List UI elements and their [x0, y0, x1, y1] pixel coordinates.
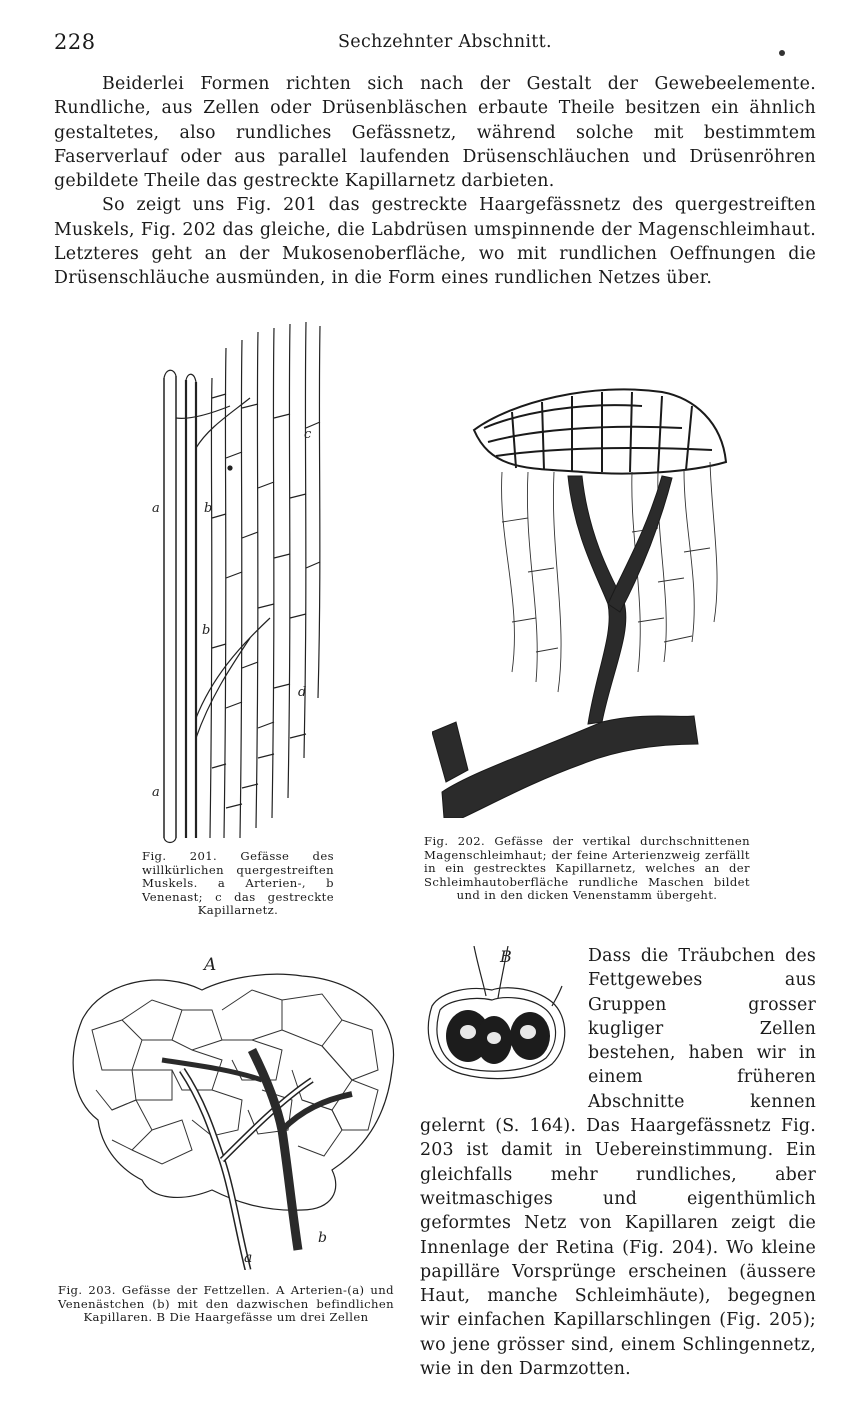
label-b-lower: b [202, 623, 211, 638]
figure-201-illustration [150, 318, 330, 846]
figure-203-caption: Fig. 203. Gefässe der Fettzellen. A Arterien-(a) und Venenästchen (b) mit den dazwischen befindlichen Kapillaren. B Die Haargefässe um drei Zellen [58, 1283, 394, 1325]
side-text [420, 944, 816, 1381]
label-c: c [304, 427, 312, 442]
figure-202-illustration [432, 372, 732, 818]
figure-201-caption: Fig. 201. Gefässe des willkürlichen quergestreiften Muskels. a Arterien-, b Venenast; c das gestreckte Kapillarnetz. [142, 849, 334, 918]
label-d: d [298, 685, 307, 700]
label-a: a [244, 1250, 253, 1266]
label-b: b [318, 1230, 327, 1246]
paragraph: Beiderlei Formen richten sich nach der Gestalt der Gewebeelemente. Rundliche, aus Zellen oder Drüsenbläschen erbaute Theile besitzen ein ähnlich gestaltetes, also rundliches Gefässnetz, während solche mit bestimmtem Faserverlauf oder aus parallel laufenden Drüsenschläuchen und Drüsenröhren gebildete Theile das gestreckte Kapillarnetz darbieten. [54, 74, 816, 192]
paragraph: So zeigt uns Fig. 201 das gestreckte Haargefässnetz des quergestreiften Muskels, Fig. 202 das gleiche, die Labdrüsen umspinnende der Magenschleimhaut. Letzteres geht an der Mukosenoberfläche, wo mit rundlichen Oeffnungen die Drüsenschläuche ausmünden, in die Form eines rundlichen Netzes über. [54, 195, 816, 289]
figure-203-a [62, 950, 412, 1270]
ink-dot [779, 50, 785, 56]
label-a-upper: a [152, 501, 160, 516]
figure-202 [432, 372, 732, 818]
label-B: B [500, 947, 512, 966]
label-a-lower: a [152, 785, 160, 800]
figure-202-caption: Fig. 202. Gefässe der vertikal durchschnittenen Magenschleimhaut; der feine Arterienzweig zerfällt in ein gestrecktes Kapillarnetz, welches an der Schleimhautoberfläche rundliche Maschen bildet und in den dicken Venenstamm übergeht. [424, 834, 750, 903]
side-paragraph: Dass die Träubchen des Fettgewebes aus Gruppen grosser kugliger Zellen bestehen, haben wir in einem früheren Abschnitte kennen gelernt (S. 164). Das Haargefässnetz Fig. 203 ist damit in Uebereinstimmung. Ein gleichfalls mehr rundliches, aber weitmaschiges und eigenthümlich geformtes Netz von Kapillaren zeigt die Innenlage der Retina (Fig. 204). Wo kleine papilläre Vorsprünge erscheinen (äussere Haut, manche Schleimhäute), begegnen wir einfachen Kapillarschlingen (Fig. 205); wo jene grösser sind, einem Schlingennetz, wie in den Darmzotten. [420, 946, 816, 1380]
body-text [54, 72, 816, 291]
running-head: Sechzehnter Abschnitt. [338, 32, 552, 52]
figure-b-spacer [420, 944, 588, 1090]
label-A: A [204, 955, 217, 975]
label-b-upper: b [204, 501, 213, 516]
page-number: 228 [54, 30, 96, 54]
figure-203-a-illustration [62, 950, 412, 1270]
figure-201 [150, 318, 330, 846]
